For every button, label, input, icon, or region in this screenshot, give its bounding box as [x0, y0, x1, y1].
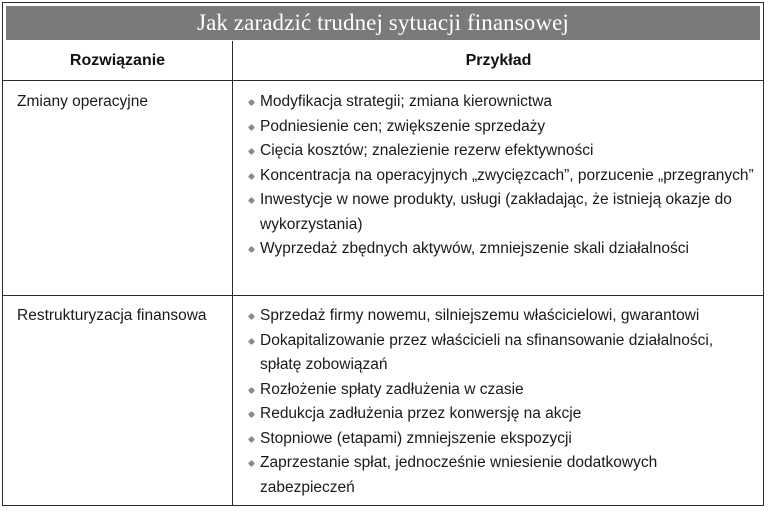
row-1-solution: Zmiany operacyjne: [17, 93, 148, 110]
list-item: [246, 188, 755, 237]
diamond-bullet-icon: [248, 246, 255, 253]
list-item: [246, 304, 755, 329]
list-item-text: Podniesienie cen; zwiększenie sprzedaży: [260, 117, 546, 135]
list-item-text: Wyprzedaż zbędnych aktywów, zmniejszenie skali działalności: [260, 240, 689, 257]
row-2-solution: Restrukturyzacja finansowa: [17, 307, 207, 324]
list-item: [246, 378, 755, 403]
list-item-text: Redukcja zadłużenia przez konwersję na akcje: [260, 405, 582, 422]
list-item-text: Dokapitalizowanie przez właścicieli na sfinansowanie działalności, spłatę zobowiązań: [260, 331, 714, 373]
diamond-bullet-icon: [248, 386, 255, 393]
diamond-bullet-icon: [248, 148, 255, 155]
list-item-text: Stopniowe (etapami) zmniejszenie ekspozycji: [260, 429, 572, 447]
list-item: [246, 90, 755, 115]
diamond-bullet-icon: [248, 435, 255, 442]
diamond-bullet-icon: [248, 197, 255, 204]
diamond-bullet-icon: [248, 411, 255, 418]
list-item-text: Koncentracja na operacyjnych „zwycięzcach”, porzucenie „przegranych”: [260, 166, 754, 184]
table-title: Jak zaradzić trudnej sytuacji finansowej: [6, 6, 760, 40]
row-divider: [3, 295, 763, 296]
column-divider: [232, 41, 233, 505]
header-divider: [3, 80, 763, 81]
list-item-text: Cięcia kosztów; znalezienie rezerw efektywności: [260, 142, 594, 159]
list-item: [246, 451, 755, 500]
list-item: [246, 164, 755, 189]
diamond-bullet-icon: [248, 99, 255, 106]
list-item: [246, 115, 755, 140]
list-item-text: Modyfikacja strategii; zmiana kierownictwa: [260, 93, 553, 110]
list-item: [246, 329, 755, 378]
row-1-examples: [246, 90, 755, 262]
list-item: [246, 402, 755, 427]
column-header-solution: Rozwiązanie: [69, 52, 166, 69]
diamond-bullet-icon: [248, 172, 255, 179]
diamond-bullet-icon: [248, 123, 255, 130]
list-item: [246, 139, 755, 164]
list-item-text: Rozłożenie spłaty zadłużenia w czasie: [260, 380, 524, 398]
financial-remedies-table: [2, 2, 764, 506]
list-item-text: Zaprzestanie spłat, jednocześnie wniesienie dodatkowych zabezpieczeń: [260, 454, 658, 496]
column-header-example: Przykład: [465, 52, 532, 69]
list-item-text: Sprzedaż firmy nowemu, silniejszemu właścicielowi, gwarantowi: [260, 307, 700, 324]
row-2-examples: [246, 304, 755, 500]
diamond-bullet-icon: [248, 337, 255, 344]
list-item: [246, 237, 755, 262]
diamond-bullet-icon: [248, 313, 255, 320]
list-item: [246, 427, 755, 452]
list-item-text: Inwestycje w nowe produkty, usługi (zakładając, że istnieją okazje do wykorzystania): [260, 191, 732, 233]
diamond-bullet-icon: [248, 460, 255, 467]
